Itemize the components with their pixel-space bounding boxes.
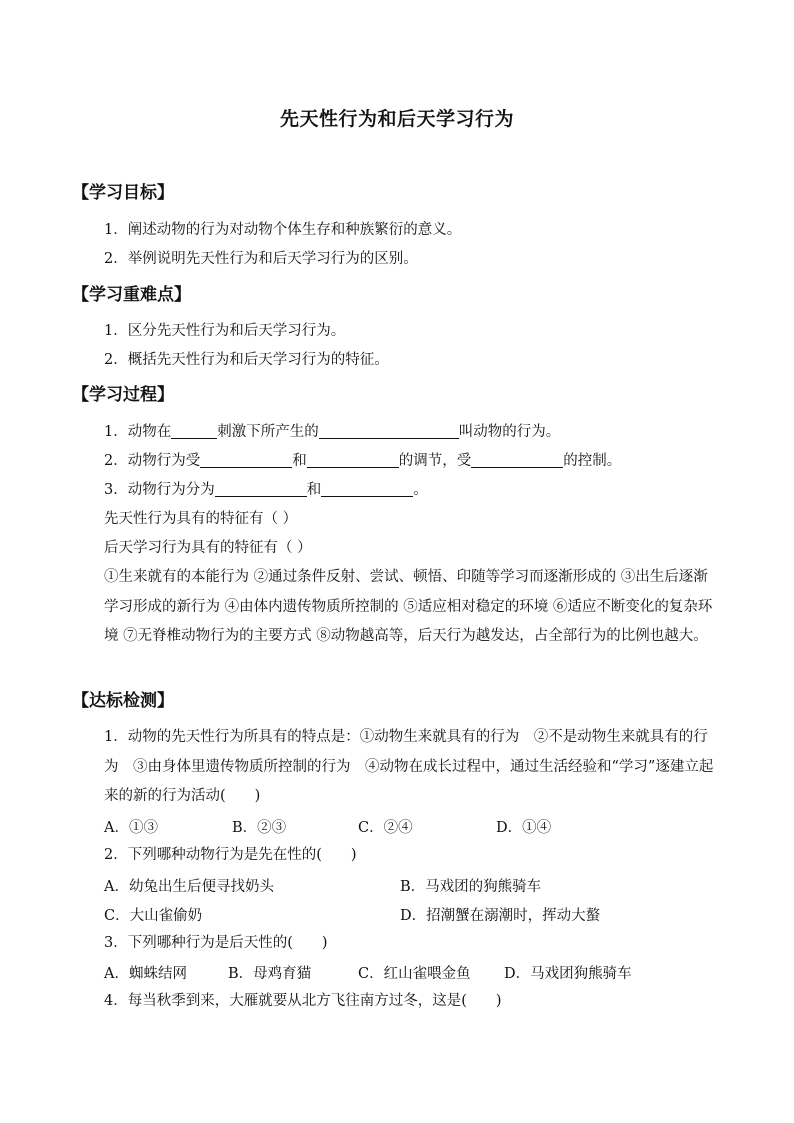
q1-option-d[interactable]: D．①④ (496, 820, 552, 836)
goal-item-2: 2．举例说明先天性行为和后天学习行为的区别。 (104, 251, 418, 267)
trait-options-paragraph: ①生来就有的本能行为 ②通过条件反射、尝试、顿悟、印随等学习而逐渐形成的 ③出生后逐渐学习形成的新行为 ④由体内遗传物质所控制的 ⑤适应相对稳定的环境 ⑥适应不断变化的复杂环境 ⑦无脊椎动物行为的主要方式 ⑧动物越高等，后天行为越发达，占全部行为的比例也越大。 (104, 569, 713, 644)
key-point-item-1: 1．区分先天性行为和后天学习行为。 (104, 323, 346, 339)
process-question-2 (104, 451, 621, 471)
q2-option-b[interactable]: B．马戏团的狗熊骑车 (400, 879, 542, 895)
q3-option-b[interactable]: B．母鸡育猫 (228, 966, 312, 982)
page-title: 先天性行为和后天学习行为 (279, 108, 514, 130)
test-question-2: 2．下列哪种动物行为是先在性的( ) (104, 847, 357, 863)
section-heading-test: 【达标检测】 (72, 691, 174, 711)
section-heading-process: 【学习过程】 (72, 385, 174, 405)
q3-option-d[interactable]: D．马戏团狗熊骑车 (504, 966, 632, 982)
process-question-3 (104, 480, 428, 500)
fill-blank[interactable] (319, 423, 459, 439)
q2-option-c[interactable]: C．大山雀偷奶 (104, 908, 203, 924)
q1-option-c[interactable]: C．②④ (358, 820, 413, 836)
q1-text-a: 1．动物在 (104, 424, 172, 440)
test-question-4: 4．每当秋季到来，大雁就要从北方飞往南方过冬，这是( ) (104, 993, 502, 1009)
q2-option-d[interactable]: D．招潮蟹在溺潮时，挥动大螯 (400, 908, 601, 924)
fill-blank[interactable] (215, 481, 307, 497)
fill-blank[interactable] (171, 423, 217, 439)
q2-option-a[interactable]: A．幼兔出生后便寻找奶头 (104, 879, 274, 895)
q3-text-a: 3．动物行为分为 (104, 482, 215, 498)
test-question-3: 3．下列哪种行为是后天性的( ) (104, 935, 328, 951)
innate-traits-line: 先天性行为具有的特征有（ ） (104, 511, 298, 527)
q1-option-a[interactable]: A．①③ (104, 820, 158, 836)
q2-text-b: 和 (292, 453, 307, 469)
goal-item-1: 1．阐述动物的行为对动物个体生存和种族繁衍的意义。 (104, 222, 462, 238)
q2-text-c: 的调节，受 (398, 453, 472, 469)
q3-text-c: 。 (413, 482, 428, 498)
q2-text-d: 的控制。 (563, 453, 622, 469)
fill-blank[interactable] (471, 452, 563, 468)
q1-text-b: 刺激下所产生的 (217, 424, 319, 440)
fill-blank[interactable] (200, 452, 292, 468)
fill-blank[interactable] (321, 481, 413, 497)
process-question-1 (104, 422, 560, 442)
section-heading-goals: 【学习目标】 (72, 183, 174, 203)
learned-traits-line: 后天学习行为具有的特征有（ ） (104, 540, 312, 556)
q1-option-b[interactable]: B．②③ (232, 820, 287, 836)
q2-text-a: 2．动物行为受 (104, 453, 201, 469)
fill-blank[interactable] (307, 452, 399, 468)
q3-option-c[interactable]: C．红山雀喂金鱼 (358, 966, 471, 982)
q3-option-a[interactable]: A．蜘蛛结网 (104, 966, 187, 982)
key-point-item-2: 2．概括先天性行为和后天学习行为的特征。 (104, 352, 389, 368)
q1-text-c: 叫动物的行为。 (458, 424, 561, 440)
q3-text-b: 和 (306, 482, 322, 498)
test-question-1: 1．动物的先天性行为所具有的特点是：①动物生来就具有的行为 ②不是动物生来就具有的行为 ③由身体里遗传物质所控制的行为 ④动物在成长过程中，通过生活经验和“学习”逐建立起来的新的行为活动( ) (104, 729, 714, 804)
section-heading-key-points: 【学习重难点】 (72, 285, 191, 305)
